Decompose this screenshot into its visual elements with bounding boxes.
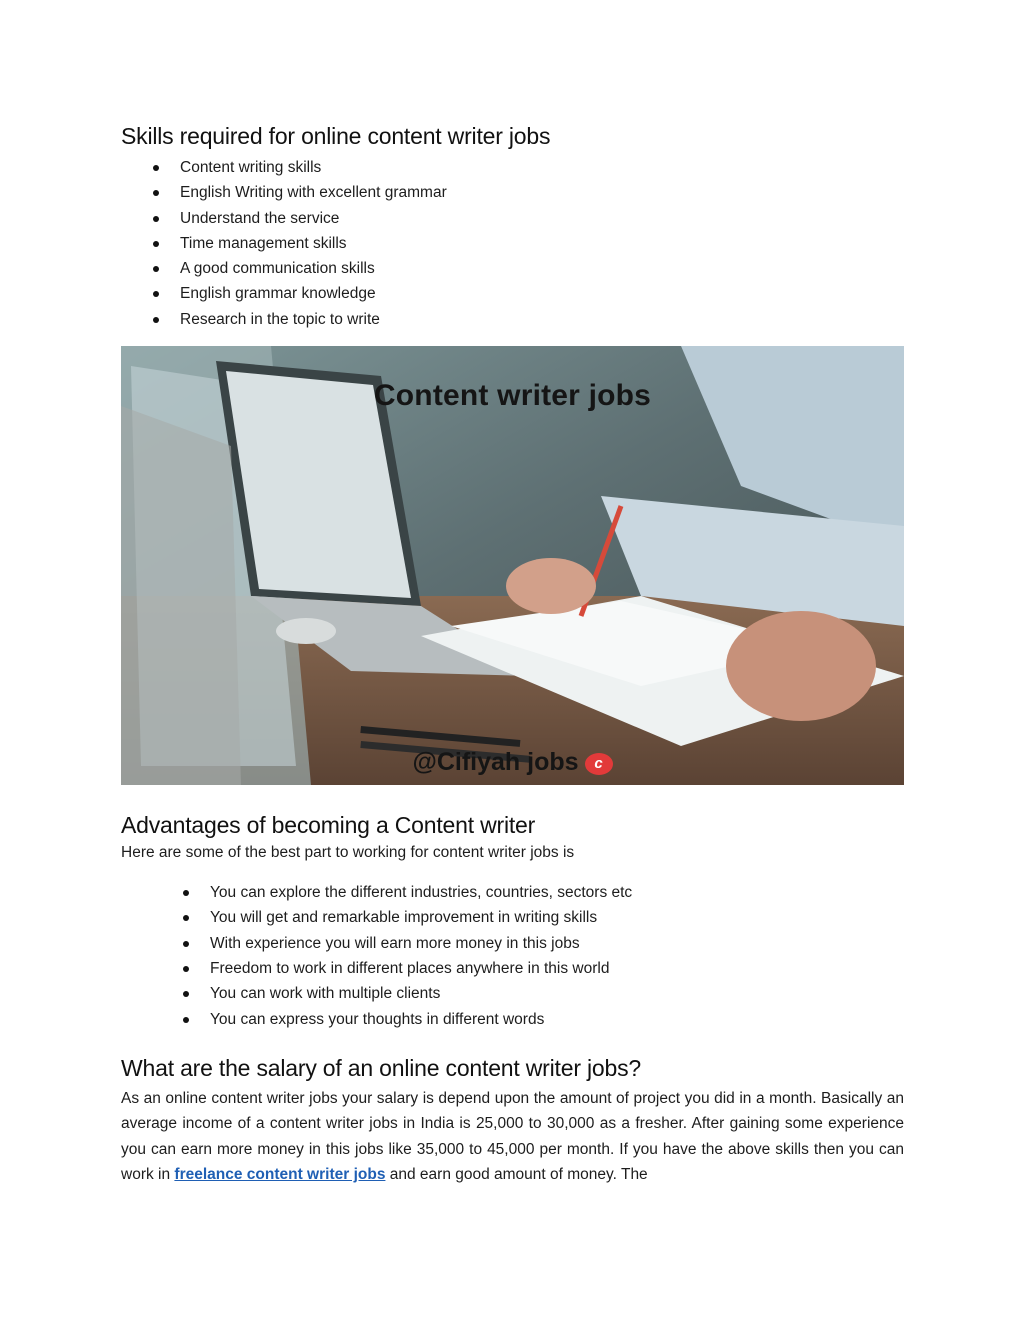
bullet-icon	[153, 291, 159, 297]
list-item: Content writing skills	[180, 155, 904, 180]
bullet-icon	[153, 317, 159, 323]
bullet-icon	[153, 266, 159, 272]
list-item: A good communication skills	[180, 256, 904, 281]
list-item: You can express your thoughts in different words	[210, 1007, 904, 1032]
bullet-icon	[183, 966, 189, 972]
bullet-icon	[183, 915, 189, 921]
bullet-icon	[183, 1017, 189, 1023]
bullet-icon	[183, 890, 189, 896]
bullet-icon	[153, 241, 159, 247]
skills-list	[121, 155, 904, 332]
bullet-icon	[183, 941, 189, 947]
list-item: You will get and remarkable improvement in writing skills	[210, 905, 904, 930]
bullet-icon	[153, 190, 159, 196]
bullet-icon	[153, 216, 159, 222]
salary-heading: What are the salary of an online content writer jobs?	[121, 1054, 641, 1081]
brand-logo-icon: c	[585, 753, 613, 775]
salary-section	[121, 1052, 904, 1188]
list-item: Research in the topic to write	[180, 307, 904, 332]
list-item: Time management skills	[180, 231, 904, 256]
advantages-section	[121, 809, 904, 1032]
hero-title: Content writer jobs	[373, 379, 652, 413]
skills-heading: Skills required for online content writer jobs	[121, 123, 551, 149]
list-item: With experience you will earn more money in this jobs	[210, 931, 904, 956]
advantages-list	[121, 880, 904, 1032]
hero-watermark	[121, 748, 904, 777]
list-item: You can work with multiple clients	[210, 981, 904, 1006]
list-item: Understand the service	[180, 206, 904, 231]
freelance-jobs-link[interactable]: freelance content writer jobs	[174, 1166, 386, 1184]
hero-image	[121, 346, 904, 785]
advantages-intro: Here are some of the best part to working for content writer jobs is	[121, 844, 575, 862]
list-item: English grammar knowledge	[180, 281, 904, 306]
bullet-icon	[183, 991, 189, 997]
list-item: English Writing with excellent grammar	[180, 180, 904, 205]
salary-paragraph: As an online content writer jobs your salary is depend upon the amount of project you did in a month. Basically an average income of a content writer jobs in India is 25,000 to 30,000 as a fresher. After gaining some experience you can earn more money in this jobs like 35,000 to 45,000 per month. If you have the above skills then you can work in freelance content writer jobs and earn good amount of money. The	[121, 1089, 904, 1184]
page-content	[121, 120, 904, 1187]
list-item: You can explore the different industries, countries, sectors etc	[210, 880, 904, 905]
advantages-heading: Advantages of becoming a Content writer	[121, 812, 536, 839]
bullet-icon	[153, 165, 159, 171]
list-item: Freedom to work in different places anywhere in this world	[210, 956, 904, 981]
watermark-text: @Cifiyah jobs	[412, 748, 579, 777]
